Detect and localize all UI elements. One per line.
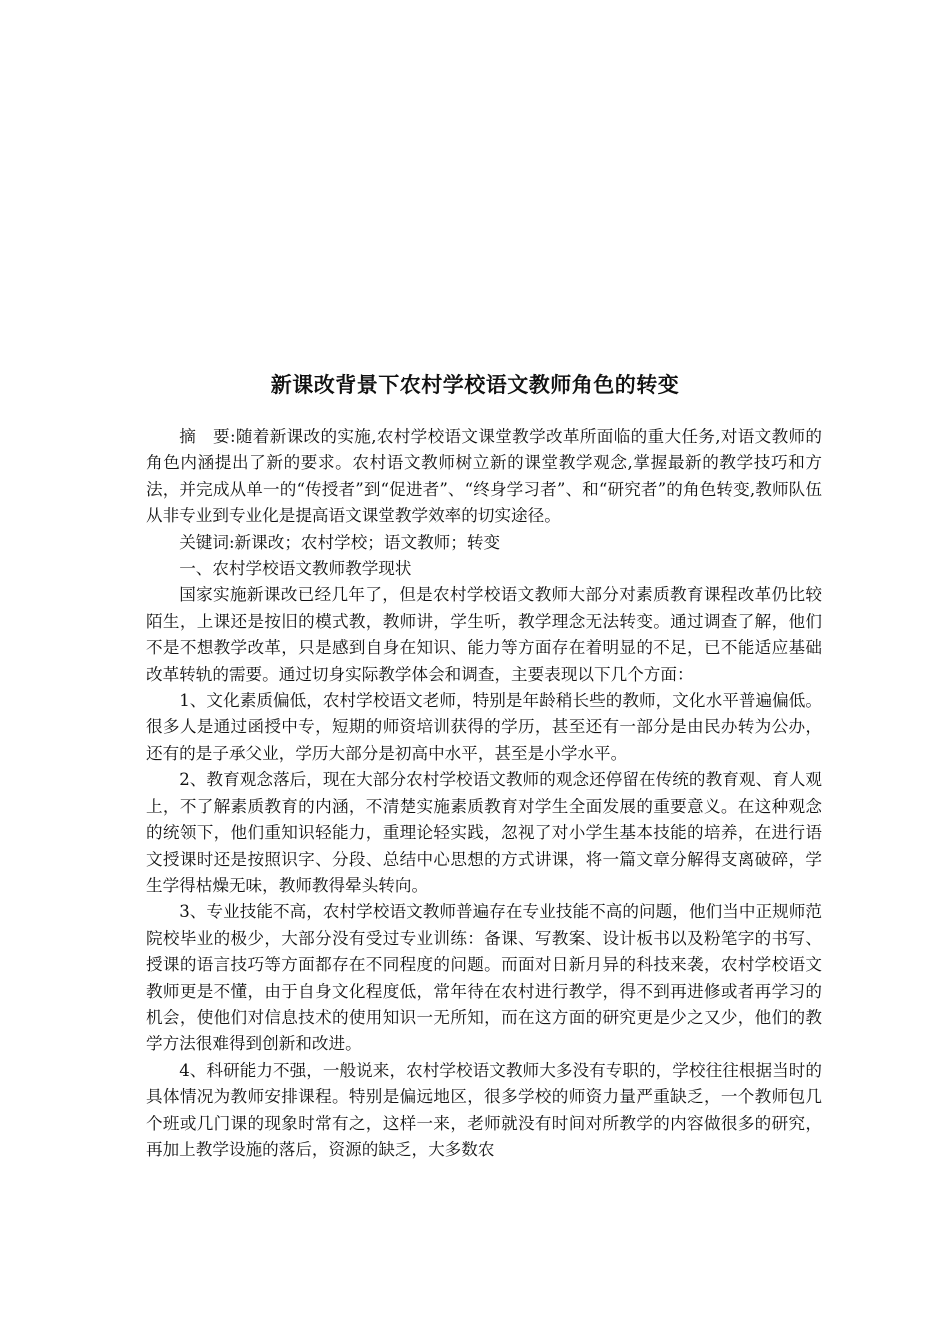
body-paragraph: 3、专业技能不高，农村学校语文教师普遍存在专业技能不高的问题，他们当中正规师范院校毕业的极少，大部分没有受过专业训练：备课、写教案、设计板书以及粉笔字的书写、授课的语言技巧等方面都存在不同程度的问题。而面对日新月异的科技来袭，农村学校语文教师更是不懂，由于自身文化程度低，常年待在农村进行教学，得不到再进修或者再学习的机会，使他们对信息技术的使用知识一无所知，而在这方面的研究更是少之又少，他们的教学方法很难得到创新和改进。 (146, 902, 822, 1054)
section-heading: 一、农村学校语文教师教学现状 (179, 559, 412, 579)
keywords-paragraph: 关键词:新课改；农村学校；语文教师；转变 (179, 532, 501, 552)
body-paragraph: 国家实施新课改已经几年了，但是农村学校语文教师大部分对素质教育课程改革仍比较陌生，上课还是按旧的模式教，教师讲，学生听，教学理念无法转变。通过调查了解，他们不是不想教学改革，只是感到自身在知识、能力等方面存在着明显的不足，已不能适应基础改革转轨的需要。通过切身实际教学体会和调查，主要表现以下几个方面： (146, 585, 822, 684)
body-paragraph: 1、文化素质偏低，农村学校语文老师，特别是年龄稍长些的教师，文化水平普遍偏低。很多人是通过函授中专，短期的师资培训获得的学历，甚至还有一部分是由民办转为公办，还有的是子承父业，学历大部分是初高中水平，甚至是小学水平。 (146, 691, 822, 763)
body-paragraph: 2、教育观念落后，现在大部分农村学校语文教师的观念还停留在传统的教育观、育人观上，不了解素质教育的内涵，不清楚实施素质教育对学生全面发展的重要意义。在这种观念的统领下，他们重知识轻能力，重理论轻实践，忽视了对小学生基本技能的培养，在进行语文授课时还是按照识字、分段、总结中心思想的方式讲课，将一篇文章分解得支离破碎，学生学得枯燥无味，教师教得晕头转向。 (146, 770, 822, 895)
abstract-paragraph: 摘 要:随着新课改的实施,农村学校语文课堂教学改革所面临的重大任务,对语文教师的角色内涵提出了新的要求。农村语文教师树立新的课堂教学观念,掌握最新的教学技巧和方法，并完成从单一的“传授者”到“促进者”、“终身学习者”、和“研究者”的角色转变,教师队伍从非专业到专业化是提高语文课堂教学效率的切实途径。 (146, 427, 822, 526)
document-title: 新课改背景下农村学校语文教师角色的转变 (270, 373, 680, 397)
document-body (146, 424, 822, 1163)
body-paragraph: 4、科研能力不强，一般说来，农村学校语文教师大多没有专职的，学校往往根据当时的具体情况为教师安排课程。特别是偏远地区，很多学校的师资力量严重缺乏，一个教师包几个班或几门课的现象时常有之，这样一来，老师就没有时间对所教学的内容做很多的研究，再加上教学设施的落后，资源的缺乏，大多数农 (146, 1060, 822, 1159)
